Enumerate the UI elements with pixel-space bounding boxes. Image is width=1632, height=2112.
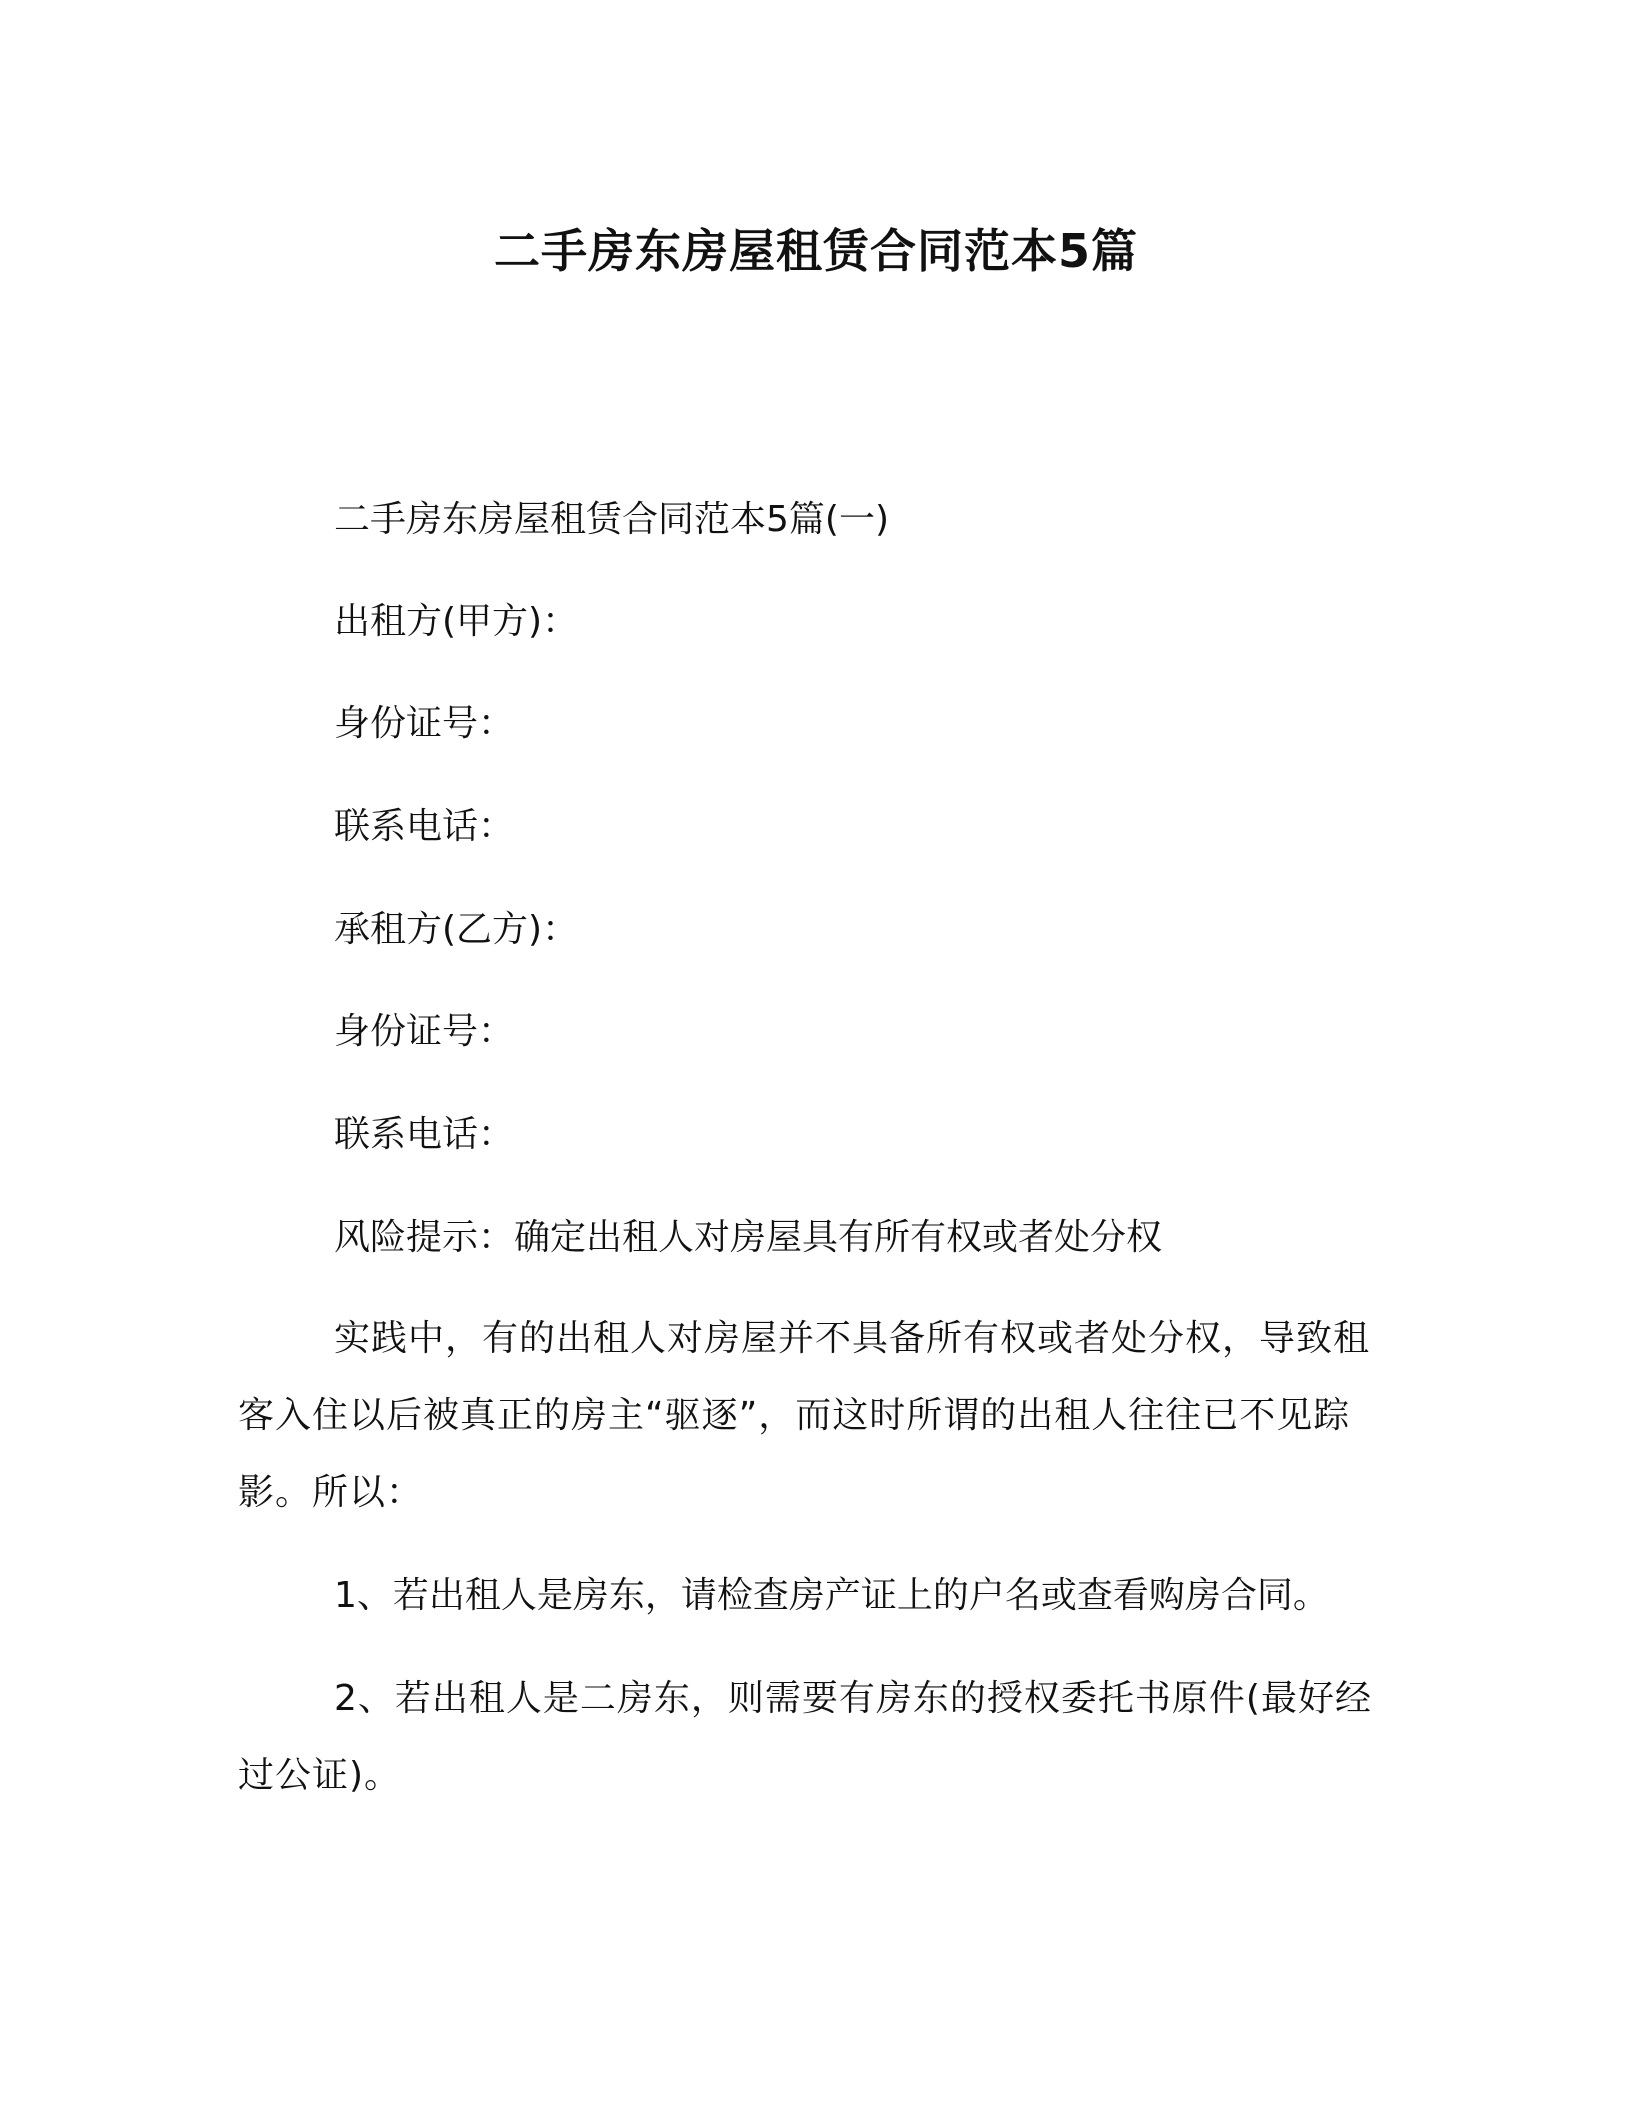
lessee-label: 承租方(乙方)： <box>334 909 579 950</box>
list-item-1: 1、若出租人是房东，请检查房产证上的户名或查看购房合同。 <box>334 1575 1329 1616</box>
practice-paragraph: 实践中，有的出租人对房屋并不具备所有权或者处分权，导致租客入住以后被真正的房主“驱逐”，而这时所谓的出租人往往已不见踪影。所以： <box>238 1318 1371 1513</box>
lessee-phone-label: 联系电话： <box>334 1114 515 1155</box>
lessor-phone-label: 联系电话： <box>334 806 515 847</box>
list-item-2: 2、若出租人是二房东，则需要有房东的授权委托书原件(最好经过公证)。 <box>238 1678 1372 1796</box>
lessee-id-label: 身份证号： <box>334 1011 515 1052</box>
section-heading: 二手房东房屋租赁合同范本5篇(一) <box>334 499 889 540</box>
lessor-label: 出租方(甲方)： <box>334 601 579 642</box>
risk-notice: 风险提示：确定出租人对房屋具有所有权或者处分权 <box>334 1217 1163 1258</box>
document-title: 二手房东房屋租赁合同范本5篇 <box>493 224 1138 278</box>
lessor-id-label: 身份证号： <box>334 703 515 744</box>
